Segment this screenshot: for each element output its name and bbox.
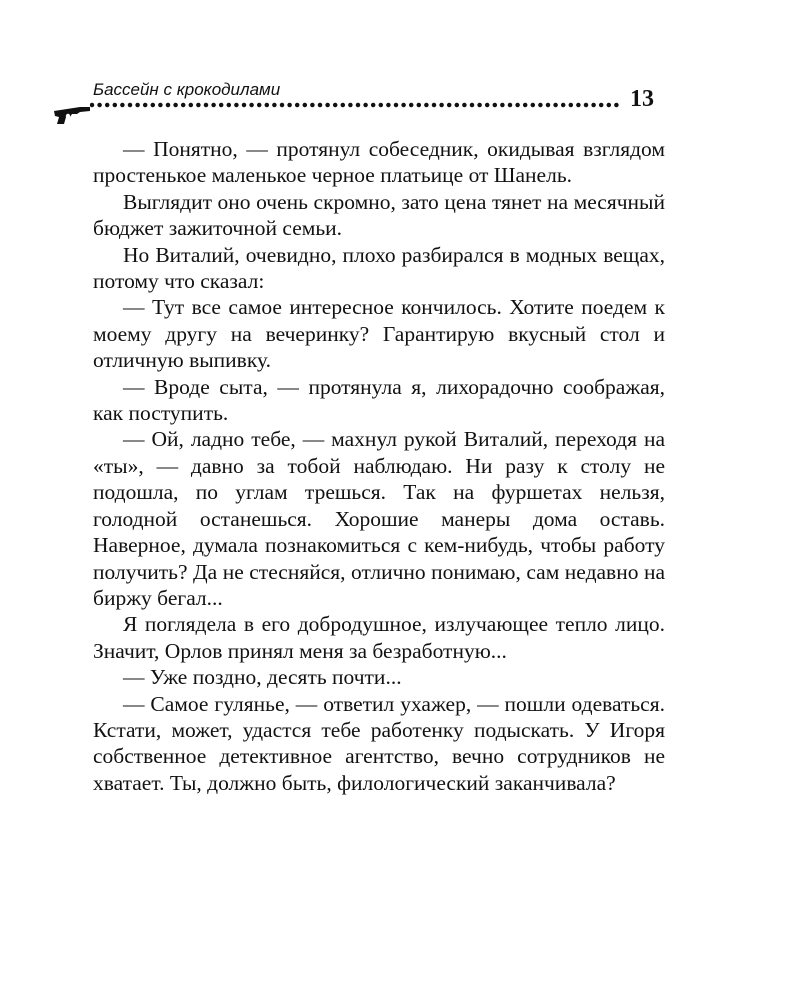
paragraph: Я поглядела в его добродушное, излучающее тепло лицо. Значит, Орлов принял меня за безработную... xyxy=(93,612,665,663)
paragraph: — Тут все самое интересное кончилось. Хотите поедем к моему другу на вечеринку? Гарантирую вкусный стол и отличную выпивку. xyxy=(93,295,665,373)
paragraph: — Вроде сыта, — протянула я, лихорадочно соображая, как поступить. xyxy=(93,374,665,426)
running-title: Бассейн с крокодилами xyxy=(93,80,281,99)
paragraph: — Самое гулянье, — ответил ухажер, — пошли одеваться. Кстати, может, удастся тебе работенку подыскать. У Игоря собственное детективное агентство, вечно сотрудников не хватает. Ты, должно быть, филологический заканчивала? xyxy=(93,691,665,795)
paragraph: Но Виталий, очевидно, плохо разбирался в модных вещах, потому что сказал: xyxy=(93,242,665,294)
paragraph: — Ой, ладно тебе, — махнул рукой Виталий, переходя на «ты», — давно за тобой наблюдаю. Ни разу к столу не подошла, по углам трешься. Так на фуршетах нельзя, голодной останешься. Хорошие манеры дома оставь. Наверное, думала познакомиться с кем-нибудь, чтобы работу получить? Да не стесняйся, отлично понимаю, сам недавно на биржу бегал... xyxy=(93,427,665,610)
paragraph: Выглядит оно очень скромно, зато цена тянет на месячный бюджет зажиточной семьи. xyxy=(93,189,665,241)
page-number: 13 xyxy=(630,86,654,112)
dotted-rule xyxy=(90,101,622,109)
paragraph: — Понятно, — протянул собеседник, окидывая взглядом простенькое маленькое черное платьице от Шанель. xyxy=(93,137,665,188)
revolver-icon xyxy=(50,101,94,127)
body-text xyxy=(93,136,665,796)
paragraph: — Уже поздно, десять почти... xyxy=(123,665,402,690)
